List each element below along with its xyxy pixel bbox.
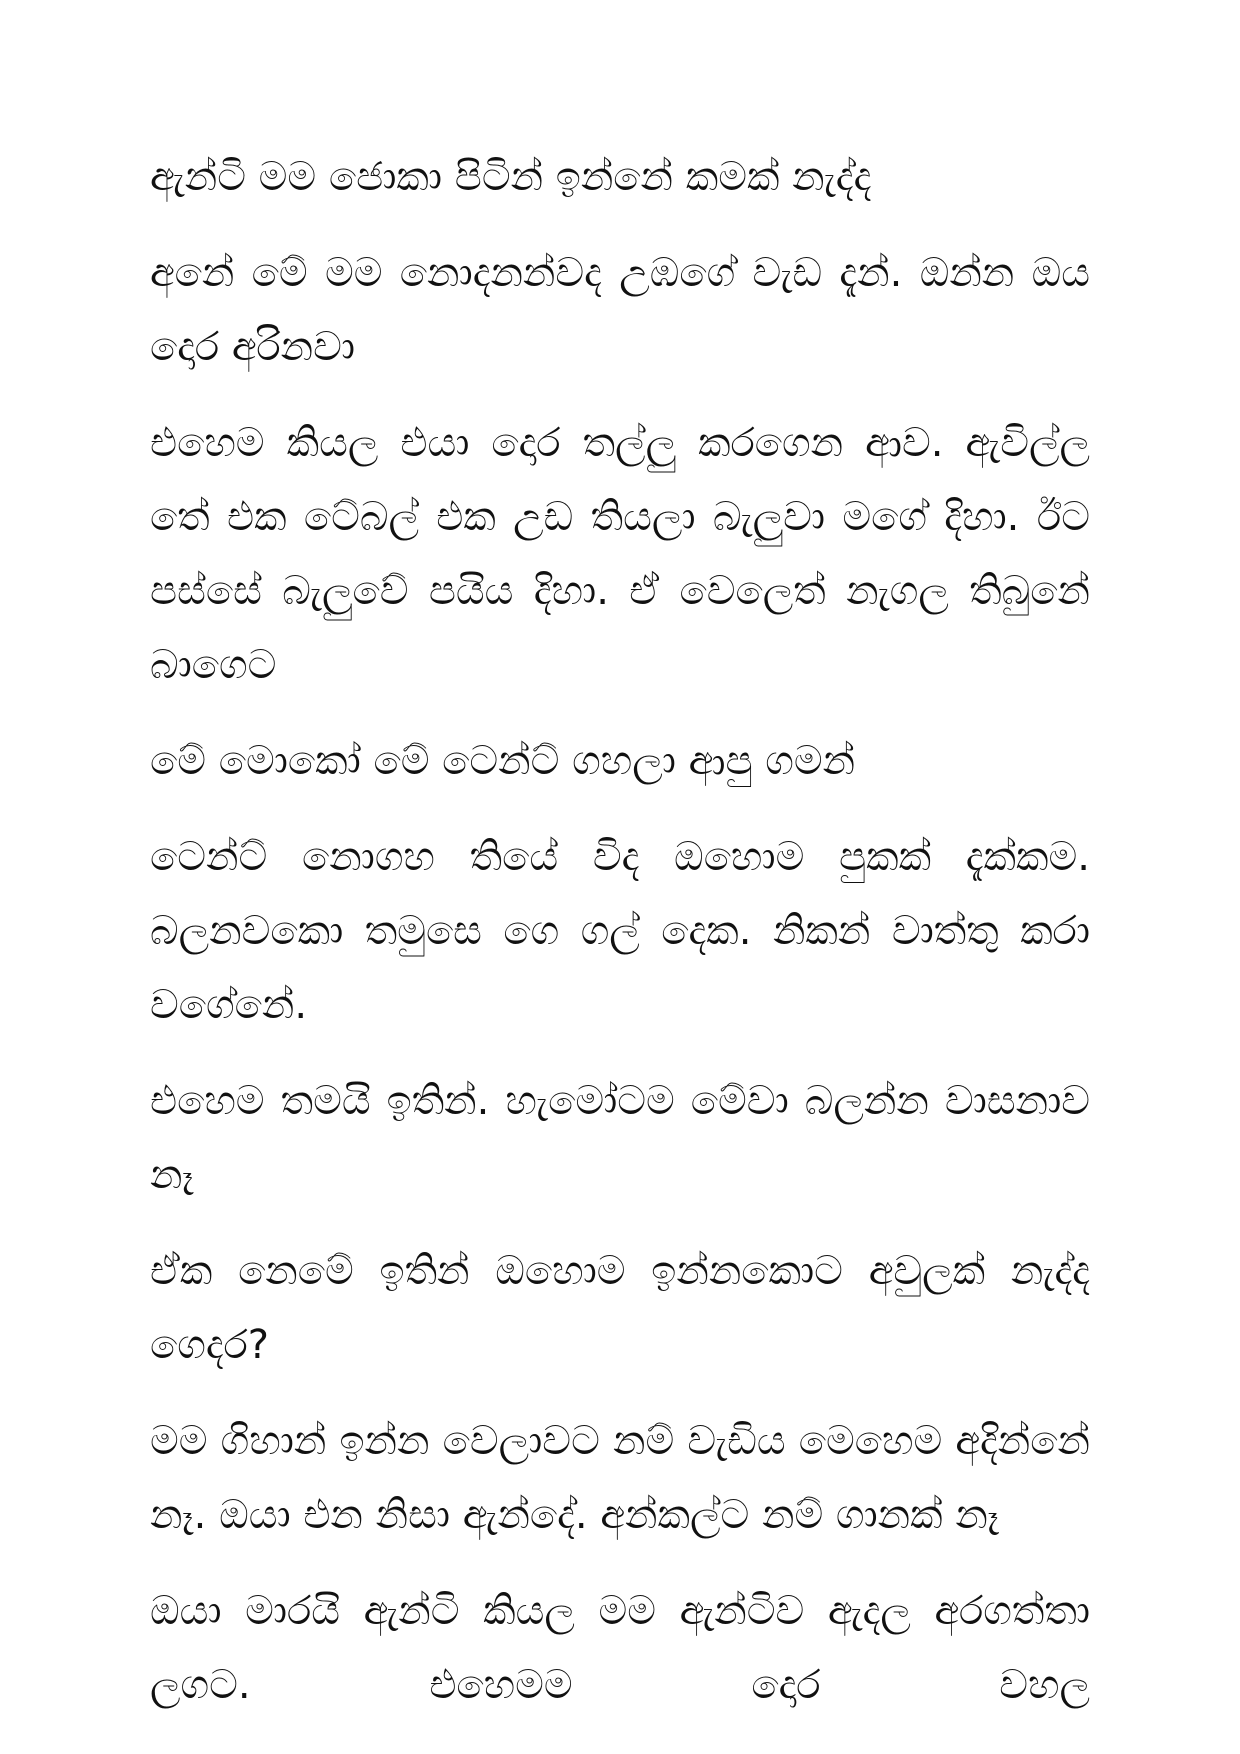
paragraph: ඇන්ටි මම ජොකා පිටින් ඉන්නේ කමක් නැද්ද bbox=[150, 154, 872, 200]
paragraph: ටෙන්ට් නොගහ තියේ විද ඔහොම පුකක් දැක්කම. බලනවකො තමුසෙ ගෙ ගල් දෙක. නිකන් වාත්තු කරා වගේනේ. bbox=[150, 834, 1090, 1028]
paragraph: ඒක නෙමේ ඉතින් ඔහොම ඉන්නකොට අවුලක් නැද්ද ගෙදර? bbox=[150, 1248, 1090, 1368]
paragraph: එහෙම කියල එයා දොර තල්ලු කරගෙන ආව. ඇවිල්ල තේ එක ටේබල් එක උඩ තියලා බැලුවා මගේ දිහා. ඊට පස්සේ බැලුවේ පයිය දිහා. ඒ වෙලෙත් නැගල තිබුනේ බාගෙට bbox=[150, 420, 1090, 688]
paragraph: එහෙම තමයි ඉතින්. හැමෝටම මේවා බලන්න වාසනාව නෑ bbox=[150, 1078, 1090, 1198]
paragraph: අනේ මේ මම නොදනන්වද උඹගේ වැඩ දැන්. ඔන්න ඔය දොර අරිනවා bbox=[150, 250, 1090, 370]
document-body bbox=[150, 140, 1090, 1744]
paragraph: ඔයා මාරයි ඇන්ටි කියල මම ඇන්ටිව ඇදල අරගත්තා ලගට. එහෙමම දොර වහල bbox=[150, 1588, 1090, 1708]
paragraph: මේ මොකෝ මේ ටෙන්ට් ගහලා ආපු ගමන් bbox=[150, 738, 856, 784]
paragraph: මම ගිහාන් ඉන්න වෙලාවට නම් වැඩිය මෙහෙම අදින්නේ නෑ. ඔයා එන නිසා ඇන්දේ. අන්කල්ට නම් ගානක් නෑ bbox=[150, 1418, 1090, 1538]
